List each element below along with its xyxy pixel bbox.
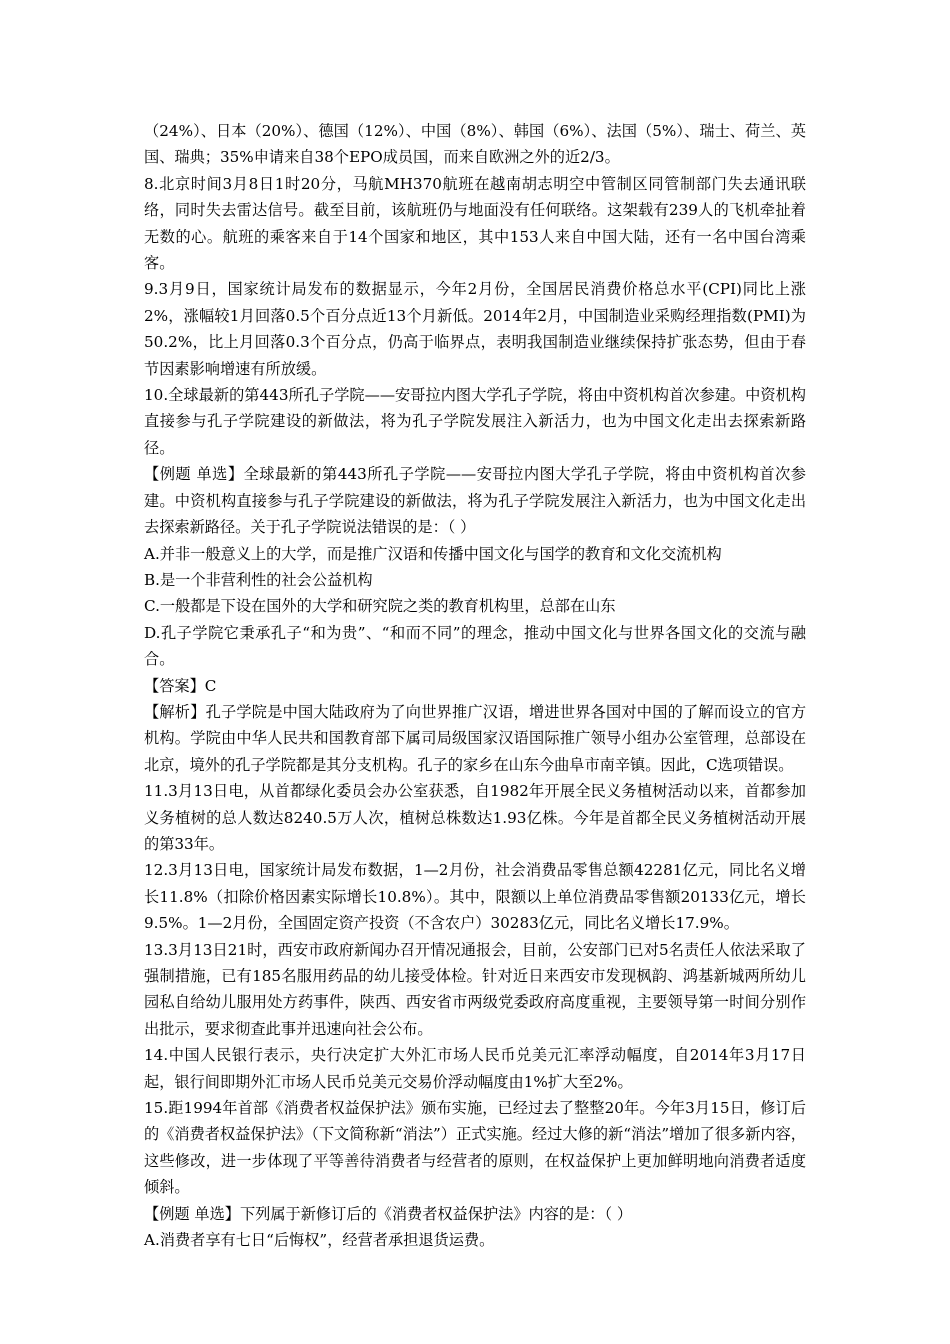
document-page bbox=[144, 118, 806, 1253]
answer: 【答案】C bbox=[144, 676, 217, 695]
paragraph-continuation-epo: （24%）、日本（20%）、德国（12%）、中国（8%）、韩国（6%）、法国（5%）、瑞士、荷兰、英国、瑞典；35%申请来自38个EPO成员国，而来自欧洲之外的近2/3。 bbox=[144, 122, 806, 167]
analysis: 【解析】孔子学院是中国大陆政府为了向世界推广汉语，增进世界各国对中国的了解而设立的官方机构。学院由中华人民共和国教育部下属司局级国家汉语国际推广领导小组办公室管理，总部设在北京，境外的孔子学院都是其分支机构。孔子的家乡在山东今曲阜市南辛镇。因此，C选项错误。 bbox=[144, 702, 806, 774]
option-d: D.孔子学院它秉承孔子“和为贵”、“和而不同”的理念，推动中国文化与世界各国文化的交流与融合。 bbox=[144, 623, 806, 669]
option-a: A.并非一般意义上的大学，而是推广汉语和传播中国文化与国学的教育和文化交流机构 bbox=[144, 544, 722, 563]
option-a-consumer-law: A.消费者享有七日“后悔权”，经营者承担退货运费。 bbox=[144, 1231, 495, 1250]
paragraph-item-12-retail-sales: 12.3月13日电，国家统计局发布数据，1—2月份，社会消费品零售总额42281亿元，同比名义增长11.8%（扣除价格因素实际增长10.8%）。其中，限额以上单位消费品零售额20133亿元，增长9.5%。1—2月份，全国固定资产投资（不含农户）30283亿元，同比名义增长17.9%。 bbox=[144, 861, 806, 933]
example-question-confucius: 【例题 单选】全球最新的第443所孔子学院——安哥拉内图大学孔子学院，将由中资机构首次参建。中资机构直接参与孔子学院建设的新做法，将为孔子学院发展注入新活力，也为中国文化走出去探索新路径。关于孔子学院说法错误的是：（ ） bbox=[144, 465, 806, 537]
paragraph-item-10-confucius-institute: 10.全球最新的第443所孔子学院——安哥拉内图大学孔子学院，将由中资机构首次参建。中资机构直接参与孔子学院建设的新做法，将为孔子学院发展注入新活力，也为中国文化走出去探索新路径。 bbox=[144, 386, 806, 457]
paragraph-item-11-tree-planting: 11.3月13日电，从首都绿化委员会办公室获悉，自1982年开展全民义务植树活动以来，首都参加义务植树的总人数达8240.5万人次，植树总株数达1.93亿株。今年是首都全民义务植树活动开展的第33年。 bbox=[144, 782, 806, 853]
paragraph-item-15-consumer-law: 15.距1994年首部《消费者权益保护法》颁布实施，已经过去了整整20年。今年3月15日，修订后的《消费者权益保护法》（下文简称新“消法”）正式实施。经过大修的新“消法”增加了很多新内容，这些修改，进一步体现了平等善待消费者与经营者的原则，在权益保护上更加鲜明地向消费者适度倾斜。 bbox=[144, 1099, 806, 1197]
paragraph-item-8-mh370: 8.北京时间3月8日1时20分，马航MH370航班在越南胡志明空中管制区同管制部门失去通讯联络，同时失去雷达信号。截至目前，该航班仍与地面没有任何联络。这架载有239人的飞机牵扯着无数的心。航班的乘客来自于14个国家和地区，其中153人来自中国大陆，还有一名中国台湾乘客。 bbox=[144, 174, 806, 273]
example-question-consumer-law: 【例题 单选】下列属于新修订后的《消费者权益保护法》内容的是：（ ） bbox=[144, 1204, 633, 1223]
paragraph-item-9-cpi: 9.3月9日，国家统计局发布的数据显示，今年2月份，全国居民消费价格总水平(CPI)同比上涨2%，涨幅较1月回落0.5个百分点近13个月新低。2014年2月，中国制造业采购经理指数(PMI)为50.2%，比上月回落0.3个百分点，仍高于临界点，表明我国制造业继续保持扩张态势，但由于春节因素影响增速有所放缓。 bbox=[144, 280, 806, 378]
option-b: B.是一个非营利性的社会公益机构 bbox=[144, 570, 373, 589]
paragraph-item-14-exchange-rate: 14.中国人民银行表示，央行决定扩大外汇市场人民币兑美元汇率浮动幅度，自2014年3月17日起，银行间即期外汇市场人民币兑美元交易价浮动幅度由1%扩大至2%。 bbox=[144, 1046, 806, 1091]
option-c: C.一般都是下设在国外的大学和研究院之类的教育机构里，总部在山东 bbox=[144, 597, 616, 616]
paragraph-item-13-xian-kindergarten: 13.3月13日21时，西安市政府新闻办召开情况通报会，目前，公安部门已对5名责任人依法采取了强制措施，已有185名服用药品的幼儿接受体检。针对近日来西安市发现枫韵、鸿基新城两所幼儿园私自给幼儿服用处方药事件，陕西、西安省市两级党委政府高度重视，主要领导第一时间分别作出批示，要求彻查此事并迅速向社会公布。 bbox=[144, 940, 806, 1038]
